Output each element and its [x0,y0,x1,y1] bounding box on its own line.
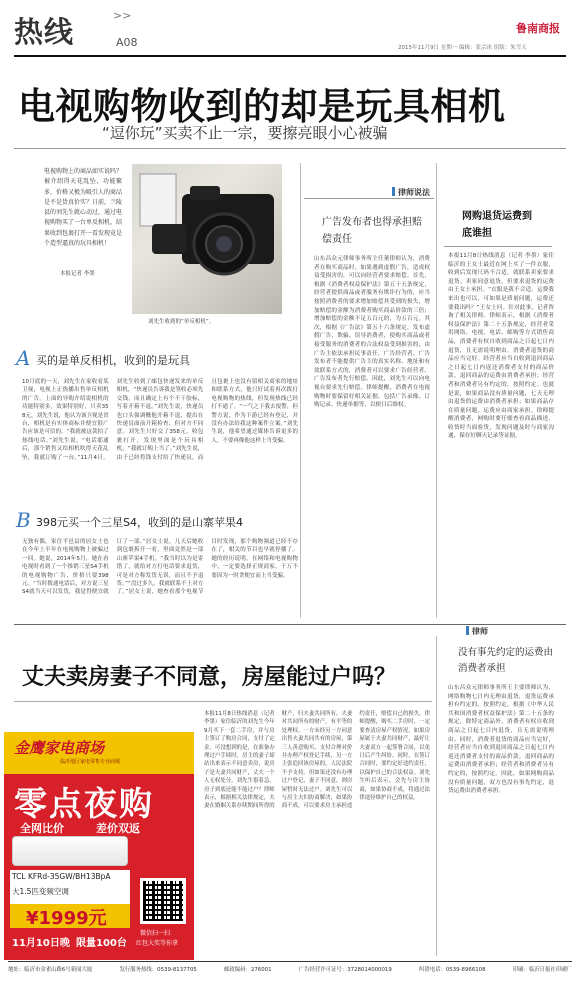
brand-logo: 鲁南商报 [516,22,560,35]
ad-banner[interactable] [4,732,194,960]
header-meta: 2015年11月9日 星期一 编辑：张宗冰 组版：朱雪天 [398,45,527,51]
column-divider-3 [436,636,437,956]
lawyer2-body: 山东昌众元律师事务所王主要律师认为，网络购物七日内无理由退货，退货运费承担有约定的，按照约定。根据《中华人民共和国消费者权益保护法》第二十五条的规定，除特定商品外，消费者有权自收到商品之日起七日内退货，且无需说明理由。同时，消费者退货的商品应当完好，经营者应当自收到退回商品之日起七日内返还消费者支付的商品价款。退回商品的运费由消费者承担；经营者和消费者另有约定的，按照约定。因此，如果网购商品没有质量问题，双方也没有事先约定，退货运费由消费者承担。 [448,685,554,795]
ad-qr-label2: 红包大奖等你拿 [136,940,179,947]
footer-post: 邮政编码：276001 [223,967,272,973]
page-number: A08 [116,36,138,49]
ad-title: 零点夜购 [14,784,154,823]
section-title: 热线 [14,15,75,49]
lawyer2-tag-bar [466,626,469,635]
footer-hotline: 纠错电话：0539-8966108 [418,967,486,973]
headline-title: 电视购物收到的却是玩具相机 [18,85,506,128]
header-rule [14,55,566,57]
footer-address: 地址：临沂市金雀山路6号新闻大厦 [8,967,93,973]
lawyer2-tag: 律师 [472,627,488,636]
ad-brand: 金鹰家电商场 [14,739,105,757]
byline: 本报记者 李墨 [60,271,95,277]
ad-price: ¥1999元 [26,908,107,929]
online-heading: 网购退货运费到底谁担 [462,211,532,239]
footer-bar [8,965,572,977]
lawyer1-heading: 广告发布者也得承担赔偿责任 [322,217,422,245]
lawyer-rule [304,198,434,199]
story2-rule [14,701,432,702]
ad-brand-sub: 临沂地区家电零售专业商城 [60,759,121,765]
section-b-marker: B [16,508,31,532]
headline-subtitle: “逗你玩”买卖不止一宗，要擦亮眼小心被骗 [102,124,388,142]
ad-slogan-left: 全网比价 [20,822,64,835]
ad-product: TCL KFRd-35GW/BH13BpA [12,872,111,881]
lawyer1-body: 山东昌众元律师事务所主任董律师认为，消费者在购买商品时，如果遇到虚假广告，造成权益受损害的，可以向经营者要求赔偿。首先，根据《消费者权益保护法》第五十五条规定，经营者提供商品或者服务有欺诈行为的，应当按照消费者的要求增加赔偿其受到的损失，增加赔偿的金额为消费者购买商品价款的三倍；增加赔偿的金额不足五百元的，为五百元。其次，根据《广告法》第五十六条规定，发布虚假广告，欺骗、误导消费者，使购买商品或者接受服务的消费者的合法权益受到损害的，由广告主依法承担民事责任。广告经营者、广告发布者不能提供广告主的真实名称、地址和有效联系方式的，消费者可以要求广告经营者、广告发布者先行赔偿。因此，刘先生可以向电视台要求先行赔偿。律师提醒，消费者在电视购物时要保留好相关证据，包括广告录像、订购记录、快递单据等，以便日后维权。 [314,256,430,409]
headline-divider [14,148,566,149]
online-body: 本报11月8日热线消息（记者 李墨）家住临沂的王女士最近在网上买了一件衣服，收到后发现尺码不合适，就联系卖家要求退货。卖家同意退货，但要求退货的运费由王女士承担。“衣服是我不合适，运费我来出也可以，可如果是质量问题，运费还要我出吗？”王女士问。针对此事，记者咨询了相关律师。律师表示，根据《消费者权益保护法》第二十五条规定，经营者采用网络、电视、电话、邮购等方式销售商品，消费者有权自收到商品之日起七日内退货，且无需说明理由。消费者退货的商品应当完好。经营者应当自收到退回商品之日起七日内返还消费者支付的商品价款。退回商品的运费由消费者承担；经营者和消费者另有约定的，按照约定。也就是说，如果商品没有质量问题，七天无理由退货的运费由消费者承担；如果商品存在质量问题，运费应由商家承担。律师提醒消费者，网购时要仔细查看商品描述，收货时当面验货，发现问题及时与商家沟通，保存好聊天记录等证据。 [448,253,554,440]
lead-paragraph: 电视购物上的商品如实说吗？被介绍得天花乱坠，功能繁多，价格又极为吸引人的商品是不是货真价实？日前，兰陵县的刘先生就心动过，通过电视购物买了一台单反相机，结果收到包裹打开一看发现竟是个造型逼真的玩具相机！ [44,168,122,248]
story2-title: 丈夫卖房妻子不同意，房屋能过户吗？ [22,665,397,690]
air-conditioner-image [12,836,128,866]
lawyer2-heading: 没有事先约定的运费由消费者承担 [458,647,554,674]
ad-slogan-right: 差价双返 [96,822,140,835]
section-arrows: >> [113,9,132,22]
photo-caption: 刘先生收到的“单反相机”。 [148,319,215,325]
section-b-body: 无独有偶，家住平邑县的居女士也在今年上半年在电视购物上被骗过一回。她说，2014年5月，她在看电视时看到了一个推销三星S4手机的电视购物广告，价格只要398元。“当时拨通电话后，对方说三星S4就当天可以发货，我觉得便宜就订了一部。”居女士说，几天后她收到包裹拆开一看，里面竟然是一部山寨苹果4手机。“我当时以为是寄错了，就给对方打电话要求退货，可是对方称发货无误，而且不予退货。”“没过多久，我就联系不上对方了。”居女士说，她查看那个电视节目时发现，那个购物频道已经不存在了，相关的节目也早就停播了。她的经历说明，在网络和电视购物中，一定要选择正规商家，千万不要因为一时贪便宜而上当受骗。 [22,539,298,596]
section-b-heading: 398元买一个三星S4，收到的是山寨苹果4 [36,516,243,529]
lawyer-tag-bar [392,187,395,196]
ad-product-desc: 大1.5匹变频空调 [12,887,69,896]
section-a-heading: 买的是单反相机，收到的是玩具 [36,354,190,367]
ad-limit: 限量100台 [76,938,127,949]
camera-icon [132,164,282,314]
ad-date: 11月10日晚 [12,938,70,949]
camera-photo [132,164,282,314]
lawyer-tag: 律师说法 [398,188,430,197]
footer-printer: 印刷：临沂日报社印刷厂 [512,967,572,973]
ad-qr-label: 微信扫一扫 [140,930,171,937]
story2-top-rule [14,624,566,625]
footer-distribution: 发行服务热线：0539-8137705 [119,967,197,973]
section-a-body: 10月底的一天，刘先生在家收看某卫视，电视上正热播出售单反相机的广告。上面的导购介绍说相机的功能特别多，效果特别好，只卖358元。刘先生说，他认为该卫视是省台，相机是有实体商标并便宜很广告应该是可信的。“我就被这款拍了热线电话。”刘先生说，“电话那通后，那个销售又给相机吹得天花乱坠，我就订购了一台。”11月4日，刘先生收到了邮包快递发来的单反相机，“快递员告诉我是签收必须先交钱，而且确定上有个不干胶标，写着开箱不退。”刘先生说，快递员也口头强调概他开箱不退，提出在快递员面前开箱检查，但对方不同意。刘先生只好交了358元，收包裹打开，发现里面是个玩具相机。“我就订购上当了。”刘先生说，由于已经将钱支付给了快递员，而且包裹上也没有留相关商家的地址和联系方式，他只好试着再次拨打电视购物的热线，但发现热线已经打不通了。“一气之下我去报警，但警方说，作为下游已经有登记，并没有办法给我这种案件立案。”刘先生说，他希望通过媒体告诉更多的人，不要再像他这样上当受骗。 [22,379,298,461]
column-divider-2 [436,163,437,618]
qr-code[interactable] [140,878,186,924]
footer-ad-phone: 广告经营许可证号：3728014000019 [298,967,392,973]
column-divider [300,163,301,618]
story2-body: 本报11月8日热线消息（记者 李墨）家住临沂的刘先生今年9月买下一套二手房，并与房主签订了购房合同，支付了定金。可没想到的是，在准备办理过户手续时，房主的妻子却站出来表示不同意卖房，说房子是夫妻共同财产，丈夫一个人无权处分。刘先生很着急，房子到底还能不能过户？律师表示，根据相关法律规定，夫妻在婚姻关系存续期间所得的财产，归夫妻共同所有。夫妻对共同所有的财产，有平等的处理权。一方未经另一方同意出售夫妻共同共有的房屋，第三人善意购买、支付合理对价并办理产权登记手续，另一方主张追回该房屋的，人民法院不予支持。但如果还没有办理过户登记，妻子不同意，则房屋暂时无法过户。刘先生可以与房主夫妇协商解决，如果协商不成，可以要求房主承担违约责任，赔偿自己的损失。律师提醒，购买二手房时，一定要查清房屋产权情况，如果房屋属于夫妻共同财产，最好让夫妻双方一起签署合同，以免日后产生纠纷。同时，在签订合同时，要约定好违约责任，以保护自己的合法权益。刘先生听后表示，会先与房主协商，如果协商不成，将通过法律途径维护自己的权益。 [204,711,430,810]
online-rule [444,246,552,247]
section-a-marker: A [16,346,31,370]
footer-rule [8,961,572,962]
